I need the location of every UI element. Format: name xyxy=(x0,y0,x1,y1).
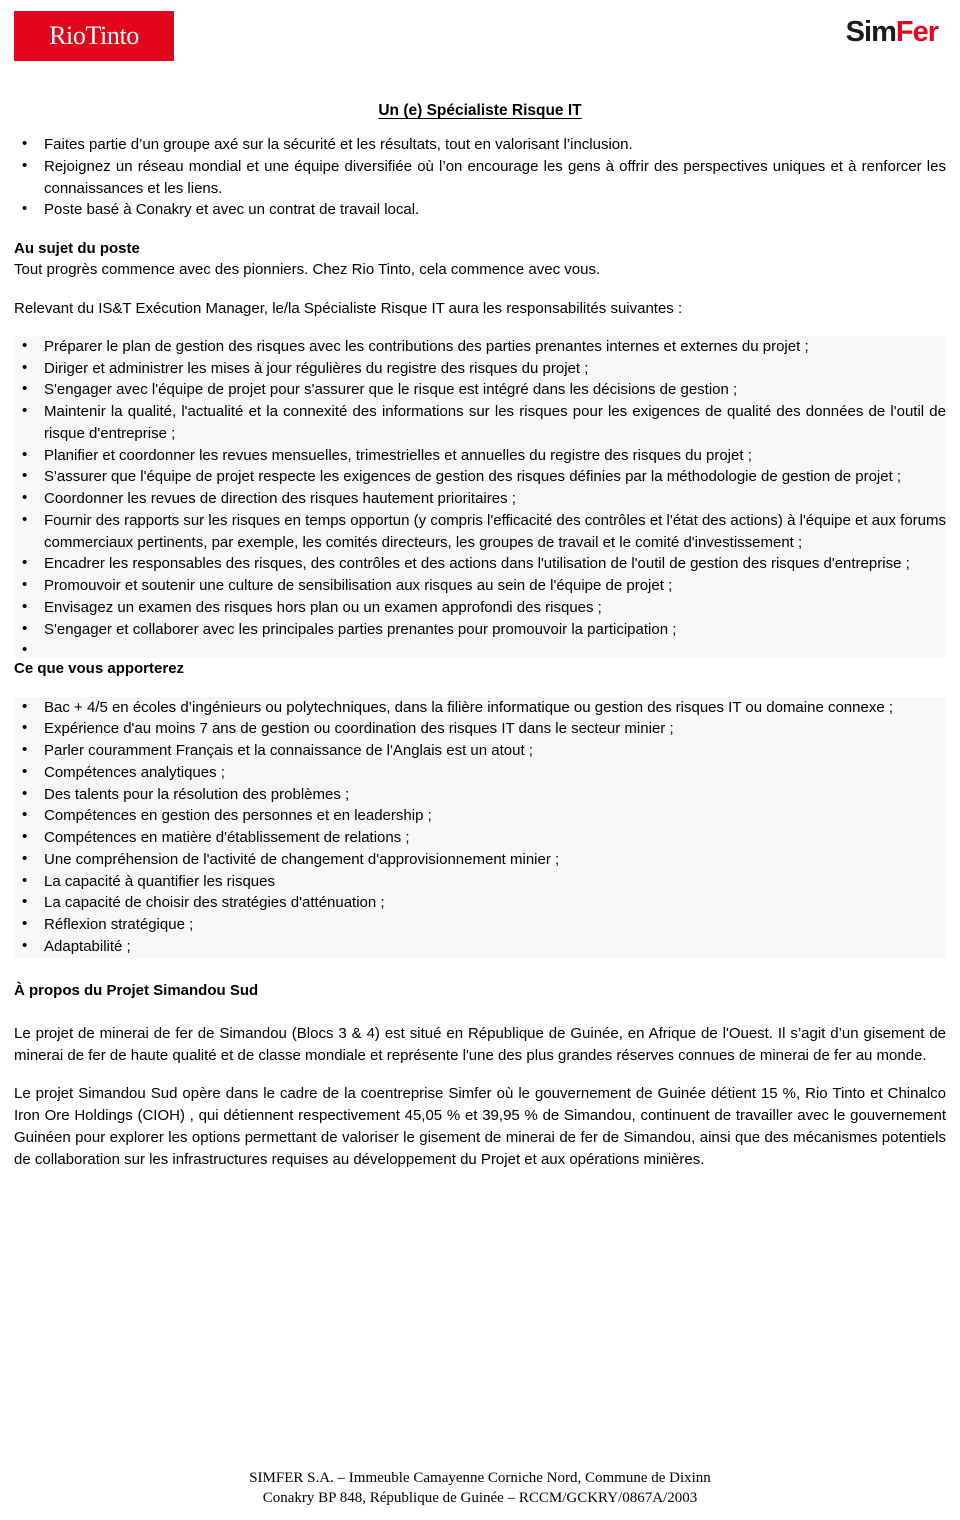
list-item: • Diriger et administrer les mises à jour régulières du registre des risques du projet ; xyxy=(14,358,946,380)
section-heading-about-role: Au sujet du poste xyxy=(14,240,140,257)
simfer-logo xyxy=(846,18,938,47)
list-item: • Compétences en matière d'établissement de relations ; xyxy=(14,827,946,849)
list-item: • S'engager avec l'équipe de projet pour s'assurer que le risque est intégré dans les décisions de gestion ; xyxy=(14,379,946,401)
list-item: • Des talents pour la résolution des problèmes ; xyxy=(14,784,946,806)
list-item: • Envisagez un examen des risques hors plan ou un examen approfondi des risques ; xyxy=(14,597,946,619)
page-title xyxy=(0,102,960,120)
page-title-text: Un (e) Spécialiste Risque IT xyxy=(378,102,582,119)
simfer-logo-fer: Fer xyxy=(895,16,938,48)
rio-tinto-logo xyxy=(14,11,174,61)
rio-tinto-logo-text: RioTinto xyxy=(49,21,139,50)
list-item: • Planifier et coordonner les revues mensuelles, trimestrielles et annuelles du registre des risques du projet ; xyxy=(14,445,946,467)
list-item: • Expérience d'au moins 7 ans de gestion ou coordination des risques IT dans le secteur minier ; xyxy=(14,718,946,740)
footer-line-1: SIMFER S.A. – Immeuble Camayenne Corniche Nord, Commune de Dixinn xyxy=(249,1469,711,1486)
section-heading-about-project: À propos du Projet Simandou Sud xyxy=(14,981,259,999)
what-you-bring-list xyxy=(14,697,946,958)
list-item: • S'engager et collaborer avec les principales parties prenantes pour promouvoir la participation ; xyxy=(14,619,946,641)
about-role-intro-line: Tout progrès commence avec des pionniers. Chez Rio Tinto, cela commence avec vous. xyxy=(14,261,601,279)
list-item xyxy=(14,640,946,658)
list-item: • Compétences analytiques ; xyxy=(14,762,946,784)
list-item: • Faites partie d’un groupe axé sur la sécurité et les résultats, tout en valorisant l’inclusion. xyxy=(14,134,946,156)
reporting-line: Relevant du IS&T Exécution Manager, le/la Spécialiste Risque IT aura les responsabilités suivantes : xyxy=(14,299,683,317)
list-item: • La capacité à quantifier les risques xyxy=(14,871,946,893)
document-header xyxy=(0,0,960,86)
document-body xyxy=(0,134,960,1170)
list-item: • Parler couramment Français et la connaissance de l'Anglais est un atout ; xyxy=(14,740,946,762)
list-item: • Une compréhension de l'activité de changement d'approvisionnement minier ; xyxy=(14,849,946,871)
list-item: • Préparer le plan de gestion des risques avec les contributions des parties prenantes internes et externes du projet ; xyxy=(14,336,946,358)
list-item: • Compétences en gestion des personnes et en leadership ; xyxy=(14,805,946,827)
list-item: • Maintenir la qualité, l'actualité et la connexité des informations sur les risques pour les exigences de qualité des données de l'outil de risque d'entreprise ; xyxy=(14,401,946,445)
list-item: • S'assurer que l'équipe de projet respecte les exigences de gestion des risques définies par la méthodologie de gestion de projet ; xyxy=(14,466,946,488)
simfer-logo-sim: Sim xyxy=(845,16,896,48)
list-item: • Fournir des rapports sur les risques en temps opportun (y compris l'efficacité des contrôles et l'état des actions) à l'équipe et aux forums commerciaux pertinents, par exemple, les comités directeurs, les groupes de travail et le comité d'investissement ; xyxy=(14,510,946,554)
list-item: • Encadrer les responsables des risques, des contrôles et des actions dans l'utilisation de l'outil de gestion des risques d'entreprise ; xyxy=(14,553,946,575)
list-item: • Rejoignez un réseau mondial et une équipe diversifiée où l’on encourage les gens à offrir des perspectives uniques et à renforcer les connaissances et les liens. xyxy=(14,156,946,200)
list-item: • Adaptabilité ; xyxy=(14,936,946,958)
list-item: • La capacité de choisir des stratégies d'atténuation ; xyxy=(14,892,946,914)
list-item: • Réflexion stratégique ; xyxy=(14,914,946,936)
about-project-paragraph-2: Le projet Simandou Sud opère dans le cadre de la coentreprise Simfer où le gouvernement de Guinée détient 15 %, Rio Tinto et Chinalco Iron Ore Holdings (CIOH) , qui détiennent respectivement 45,05 % et 39,95 % de Simandou, continuent de travailler avec le gouvernement Guinéen pour explorer les options permettant de valoriser le gisement de minerai de fer de Simandou, ainsi que des mécanismes potentiels de collaboration sur les infrastructures requises au développement du Projet et aux opérations minières. xyxy=(14,1085,946,1168)
responsibilities-list xyxy=(14,336,946,659)
list-item: • Poste basé à Conakry et avec un contrat de travail local. xyxy=(14,199,946,221)
list-item: • Coordonner les revues de direction des risques hautement prioritaires ; xyxy=(14,488,946,510)
section-heading-what-you-bring: Ce que vous apporterez xyxy=(14,660,185,678)
about-project-paragraph-1: Le projet de minerai de fer de Simandou (Blocs 3 & 4) est situé en République de Guinée, en Afrique de l'Ouest. Il s’agit d’un gisement de minerai de fer de haute qualité et de classe mondiale et représente l'une des plus grandes réserves connues de minerai de fer au monde. xyxy=(14,1024,946,1064)
document-footer xyxy=(0,1468,960,1509)
footer-line-2: Conakry BP 848, République de Guinée – RCCM/GCKRY/0867A/2003 xyxy=(262,1489,698,1506)
list-item: • Promouvoir et soutenir une culture de sensibilisation aux risques au sein de l'équipe de projet ; xyxy=(14,575,946,597)
intro-bullet-list xyxy=(14,134,946,221)
list-item: • Bac + 4/5 en écoles d’ingénieurs ou polytechniques, dans la filière informatique ou gestion des risques IT ou domaine connexe ; xyxy=(14,697,946,719)
